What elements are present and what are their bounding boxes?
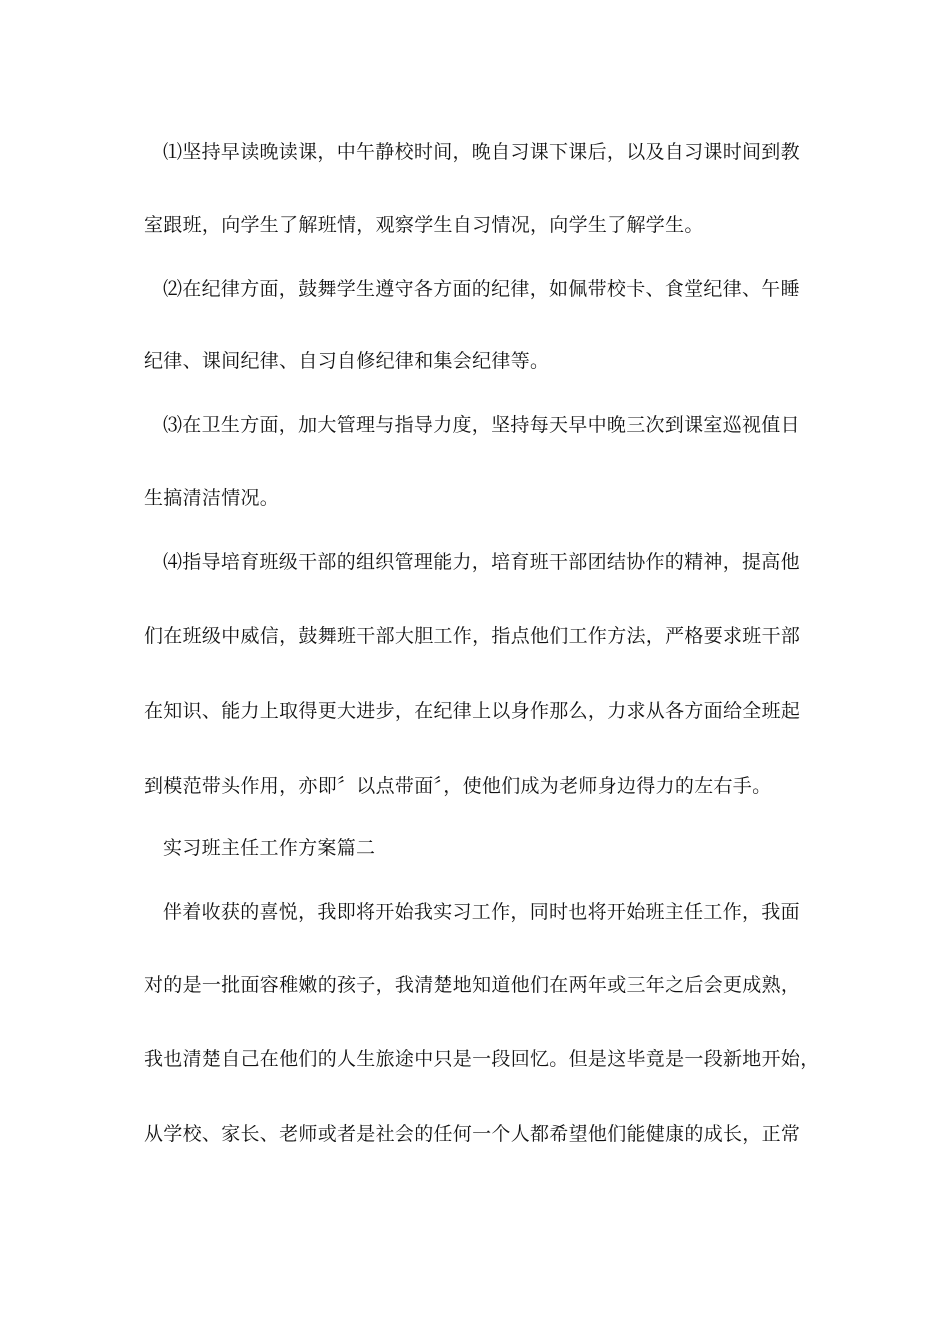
paragraph-4-line-3: 在知识、能力上取得更大进步，在纪律上以身作那么，力求从各方面给全班起 bbox=[144, 700, 801, 722]
paragraph-5-line-2: 对的是一批面容稚嫩的孩子，我清楚地知道他们在两年或三年之后会更成熟， bbox=[144, 974, 801, 996]
paragraph-4-line-4: 到模范带头作用，亦即〞以点带面〞，使他们成为老师身边得力的左右手。 bbox=[144, 775, 772, 797]
paragraph-3-line-1: ⑶在卫生方面，加大管理与指导力度，坚持每天早中晚三次到课室巡视值日 bbox=[163, 414, 800, 436]
paragraph-5-line-3: 我也清楚自己在他们的人生旅途中只是一段回忆。但是这毕竟是一段新地开始， bbox=[144, 1048, 820, 1070]
section-heading: 实习班主任工作方案篇二 bbox=[163, 837, 376, 859]
paragraph-1-line-1: ⑴坚持早读晚读课，中午静校时间，晚自习课下课后，以及自习课时间到教 bbox=[163, 141, 800, 163]
paragraph-5-line-4: 从学校、家长、老师或者是社会的任何一个人都希望他们能健康的成长，正常 bbox=[144, 1123, 801, 1145]
paragraph-2-line-1: ⑵在纪律方面，鼓舞学生遵守各方面的纪律，如佩带校卡、食堂纪律、午睡 bbox=[163, 278, 800, 300]
paragraph-4-line-2: 们在班级中威信，鼓舞班干部大胆工作，指点他们工作方法，严格要求班干部 bbox=[144, 625, 801, 647]
paragraph-3-line-2: 生搞清洁情况。 bbox=[144, 487, 280, 509]
paragraph-4-line-1: ⑷指导培育班级干部的组织管理能力，培育班干部团结协作的精神，提高他 bbox=[163, 551, 800, 573]
paragraph-5-line-1: 伴着收获的喜悦，我即将开始我实习工作，同时也将开始班主任工作，我面 bbox=[163, 901, 800, 923]
paragraph-2-line-2: 纪律、课间纪律、自习自修纪律和集会纪律等。 bbox=[144, 350, 550, 372]
paragraph-1-line-2: 室跟班，向学生了解班情，观察学生自习情况，向学生了解学生。 bbox=[144, 214, 704, 236]
